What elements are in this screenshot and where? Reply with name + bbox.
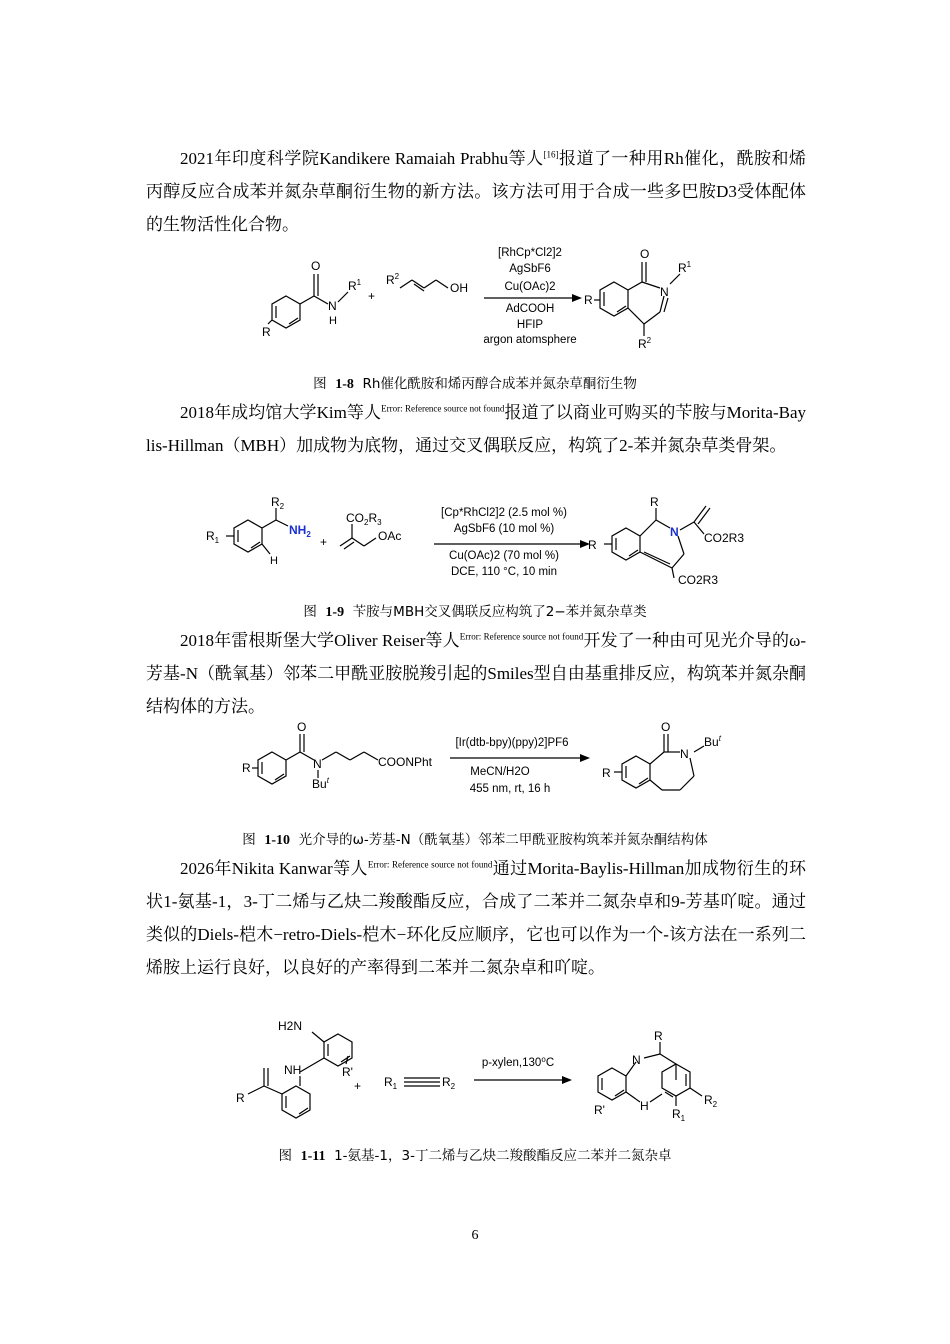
scheme-1-9-drawing	[0, 494, 950, 590]
figure-number: 1-10	[264, 833, 290, 848]
scheme-1-9	[0, 494, 950, 590]
r2-label: $R_2$	[271, 495, 285, 511]
citation-ref[interactable]: Error: Reference source not found	[459, 631, 584, 642]
figure-number: 1-8	[335, 377, 354, 392]
product-r-label: R	[602, 766, 611, 780]
paragraph-text: 2018年雷根斯堡大学Oliver Reiser等人	[180, 631, 460, 650]
additive-label: AgSbF6 (10 mol %)	[453, 523, 555, 535]
scheme-1-11-drawing	[0, 1010, 950, 1130]
caption-text: 光介导的ω-芳基-N（酰氧基）邻苯二甲酰亚胺构筑苯并氮杂酮结构体	[298, 832, 708, 848]
product-r-label: R	[584, 293, 593, 307]
atmosphere-label: argon atomsphere	[483, 334, 577, 346]
r2-label: $R^2$	[386, 272, 400, 287]
solvent-label: MeCN/H2O	[470, 766, 530, 778]
paragraph-text: 通过Morita-Baylis-Hillman加成物衍生的环状1-氨基-1，3-丁二烯与乙炔二羧酸酯反应，合成了二苯并二氮杂卓和9-芳基吖啶。通过类似的Diels-桤木−retro-Diels-桤木−环化反应顺序，它也可以作为一个-该方法在一系列二烯胺上运行良好，以良好的产率得到二苯并二氮杂卓和吖啶。	[146, 859, 806, 977]
product-r1-label: R	[588, 538, 597, 552]
conditions-label: p-xylen,130⁰C	[481, 1057, 555, 1069]
r2-label: $R_2$	[442, 1075, 456, 1091]
scheme-1-11	[0, 1010, 950, 1130]
amine-label: H2N	[278, 1019, 303, 1033]
caption-text: 苄胺与MBH交叉偶联反应构筑了2−苯并氮杂草类	[352, 604, 647, 620]
additive-label: AgSbF6	[509, 263, 551, 275]
figure-number: 1-11	[300, 1149, 326, 1164]
paragraph-text: 2018年成均馆大学Kim等人	[180, 403, 382, 422]
paragraph-4	[146, 852, 806, 984]
product-tbu-label: Bu$^t$	[704, 734, 721, 749]
product-r-prime-label: R'	[594, 1103, 605, 1117]
product-nitrogen-label: N	[670, 525, 679, 539]
catalyst-label: [RhCp*Cl2]2	[498, 247, 562, 259]
nh-label: NH	[284, 1063, 302, 1077]
page-number: 6	[471, 1228, 479, 1243]
plus-sign: +	[368, 289, 376, 303]
solvent-temp-label: DCE, 110 °C, 10 min	[450, 566, 558, 578]
oxidant-label: Cu(OAc)2 (70 mol %)	[449, 550, 559, 562]
oxidant-label: Cu(OAc)2	[504, 281, 556, 293]
r1-label: $R_1$	[206, 529, 220, 545]
caption-text: Rh催化酰胺和烯丙醇合成苯并氮杂草酮衍生物	[362, 376, 637, 392]
catalyst-label: [Cp*RhCl2]2 (2.5 mol %)	[441, 507, 567, 519]
ester-label: COONPht	[378, 755, 433, 769]
paragraph-1	[146, 142, 806, 241]
product-nh-label: H	[640, 1099, 649, 1113]
citation-ref[interactable]: [16]	[543, 149, 559, 160]
paragraph-text: 开发了一种由可见光介导的ω-芳基-N（酰氧基）邻苯二甲酰亚胺脱羧引起的Smiles型自由基重排反应，构筑苯并氮杂酮结构体的方法。	[146, 631, 806, 716]
product-ester-label-2: CO2R3	[678, 573, 719, 587]
figure-caption-1-11: 图 1-11 1-氨基-1，3-丁二烯与乙炔二羧酸酯反应二苯并二氮杂卓	[278, 1148, 672, 1164]
light-label: 455 nm, rt, 16 h	[469, 783, 551, 795]
product-r1-label: $R_1$	[672, 1107, 686, 1123]
plus-sign: +	[320, 535, 328, 549]
product-oxygen-label: O	[661, 722, 671, 734]
scheme-1-8-drawing	[0, 244, 950, 354]
paragraph-text: 2026年Nikita Kanwar等人	[180, 859, 368, 878]
product-r2-label: R	[650, 495, 659, 509]
nitrogen-label: N	[313, 757, 322, 771]
solvent-label: HFIP	[516, 319, 544, 331]
paragraph-2	[146, 396, 806, 462]
product-nitrogen-label: N	[660, 285, 669, 299]
oxygen-label: O	[297, 722, 307, 734]
acid-label: AdCOOH	[505, 303, 555, 315]
ester-label: $CO_2R_3$	[346, 511, 382, 527]
caption-text: 1-氨基-1，3-丁二烯与乙炔二羧酸酯反应二苯并二氮杂卓	[334, 1148, 672, 1164]
r-prime-label: R'	[342, 1065, 353, 1079]
hydroxyl-label: OH	[450, 281, 468, 295]
figure-caption-1-10: 图 1-10 光介导的ω-芳基-N（酰氧基）邻苯二甲酰亚胺构筑苯并氮杂酮结构体	[242, 832, 708, 848]
product-r-label: R	[654, 1029, 663, 1043]
r1-label: $R^1$	[348, 278, 362, 293]
nitrogen-label: N	[328, 299, 337, 313]
scheme-1-8	[0, 244, 950, 354]
product-ester-label: CO2R3	[704, 531, 745, 545]
scheme-1-10	[0, 722, 950, 812]
figure-caption-1-8: 图 1-8 Rh催化酰胺和烯丙醇合成苯并氮杂草酮衍生物	[313, 376, 637, 392]
paragraph-text: 2021年印度科学院Kandikere Ramaiah Prabhu等人	[180, 149, 544, 168]
citation-ref[interactable]: Error: Reference source not found	[367, 859, 493, 870]
r1-label: $R_1$	[384, 1075, 398, 1091]
figure-number: 1-9	[325, 605, 345, 620]
figure-caption-1-9: 图 1-9 苄胺与MBH交叉偶联反应构筑了2−苯并氮杂草类	[303, 604, 647, 620]
product-nitrogen-label: N	[632, 1053, 641, 1067]
paragraph-text: 报道了以商业可购买的苄胺与Morita-Bay lis-Hillman（MBH）加成物为底物，通过交叉偶联反应，构筑了2-苯并氮杂草类骨架。	[146, 403, 806, 455]
tbu-label: Bu$^t$	[312, 776, 329, 791]
product-r1-label: $R^1$	[678, 260, 692, 275]
hydrogen-label: H	[329, 315, 337, 327]
photocatalyst-label: [Ir(dtb-bpy)(ppy)2]PF6	[455, 737, 569, 749]
r-label: R	[262, 325, 271, 339]
oxygen-label: O	[311, 259, 321, 273]
product-nitrogen-label: N	[680, 747, 689, 761]
acetate-label: OAc	[378, 529, 402, 543]
r-label: R	[242, 761, 251, 775]
plus-sign: +	[354, 1079, 362, 1093]
product-r2-label: $R_2$	[704, 1093, 718, 1109]
product-oxygen-label: O	[640, 247, 650, 261]
product-r2-label: $R^2$	[638, 336, 652, 351]
citation-ref[interactable]: Error: Reference source not found	[381, 403, 505, 414]
paragraph-text: 报道了一种用Rh催化，酰胺和烯丙醇反应合成苯并氮杂草酮衍生物的新方法。该方法可用于合成一些多巴胺D3受体配体的生物活性化合物。	[146, 149, 806, 234]
scheme-1-10-drawing	[0, 722, 950, 812]
hydrogen-label: H	[270, 555, 278, 567]
paragraph-3	[146, 624, 806, 723]
r-label: R	[236, 1091, 245, 1105]
amine-label: $NH_2$	[289, 523, 311, 539]
